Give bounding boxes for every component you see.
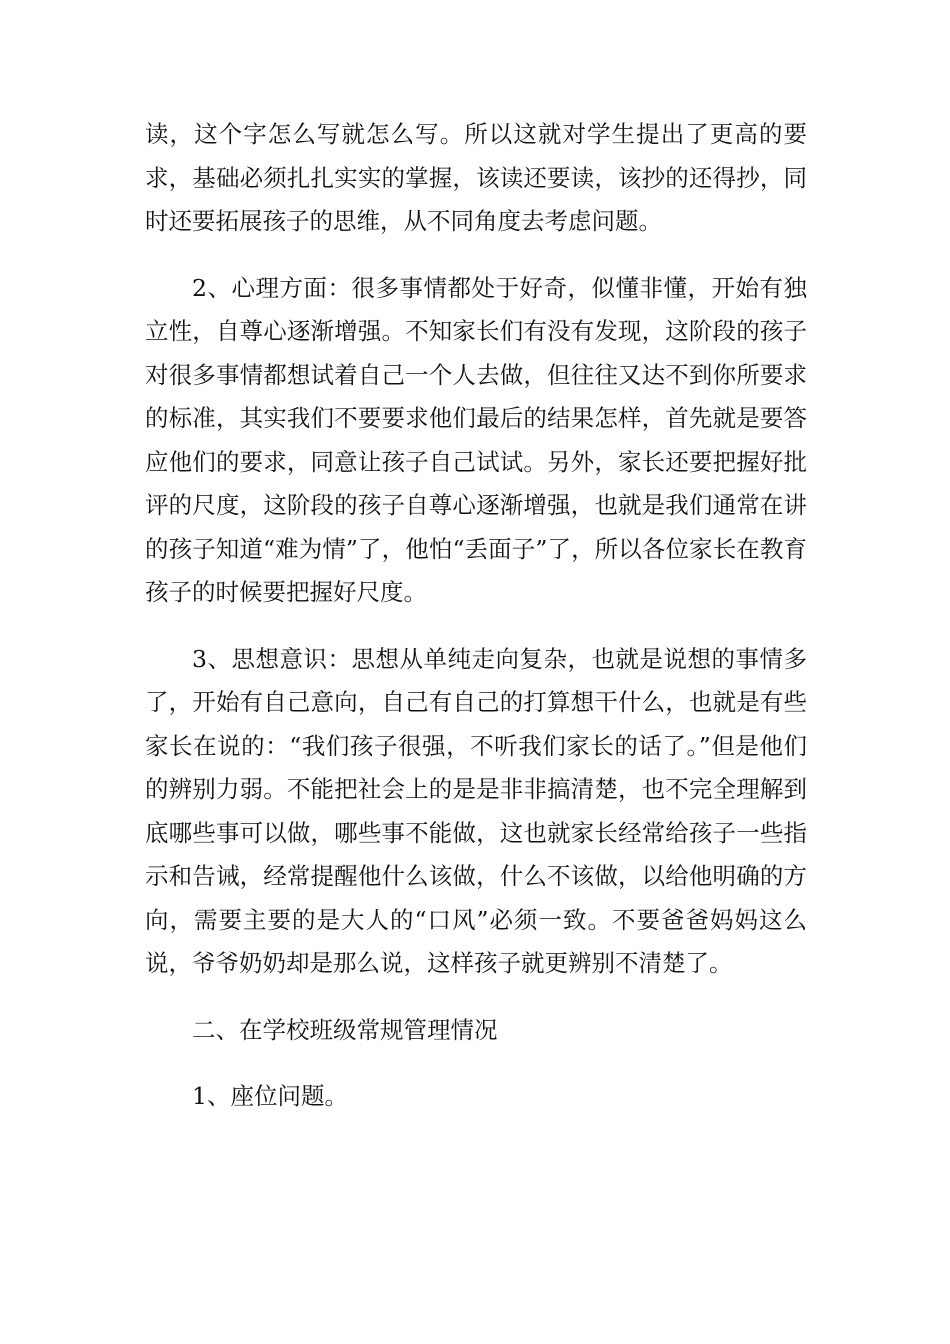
sub-heading: 1、座位问题。 [192, 1082, 348, 1110]
paragraph-psychology: 2、心理方面：很多事情都处于好奇，似懂非懂，开始有独立性，自尊心逐渐增强。不知家长们有没有发现，这阶段的孩子对很多事情都想试着自己一个人去做，但往往又达不到你所要求的标准，其实我们不要要求他们最后的结果怎样，首先就是要答应他们的要求，同意让孩子自己试试。另外，家长还要把握好批评的尺度，这阶段的孩子自尊心逐渐增强，也就是我们通常在讲的孩子知道“难为情”了，他怕“丢面子”了，所以各位家长在教育孩子的时候要把握好尺度。 [145, 273, 807, 606]
paragraph-continuation: 读，这个字怎么写就怎么写。所以这就对学生提出了更高的要求，基础必须扎扎实实的掌握，该读还要读，该抄的还得抄，同时还要拓展孩子的思维，从不同角度去考虑问题。 [145, 120, 807, 235]
paragraph-thinking: 3、思想意识：思想从单纯走向复杂，也就是说想的事情多了，开始有自己意向，自己有自己的打算想干什么，也就是有些家长在说的：“我们孩子很强，不听我们家长的话了。”但是他们的辨别力弱。不能把社会上的是是非非搞清楚，也不完全理解到底哪些事可以做，哪些事不能做，这也就家长经常给孩子一些指示和告诫，经常提醒他什么该做，什么不该做，以给他明确的方向，需要主要的是大人的“口风”必须一致。不要爸爸妈妈这么说，爷爷奶奶却是那么说，这样孩子就更辨别不清楚了。 [145, 644, 807, 977]
document-body [145, 113, 807, 1142]
section-heading: 二、在学校班级常规管理情况 [192, 1015, 498, 1044]
